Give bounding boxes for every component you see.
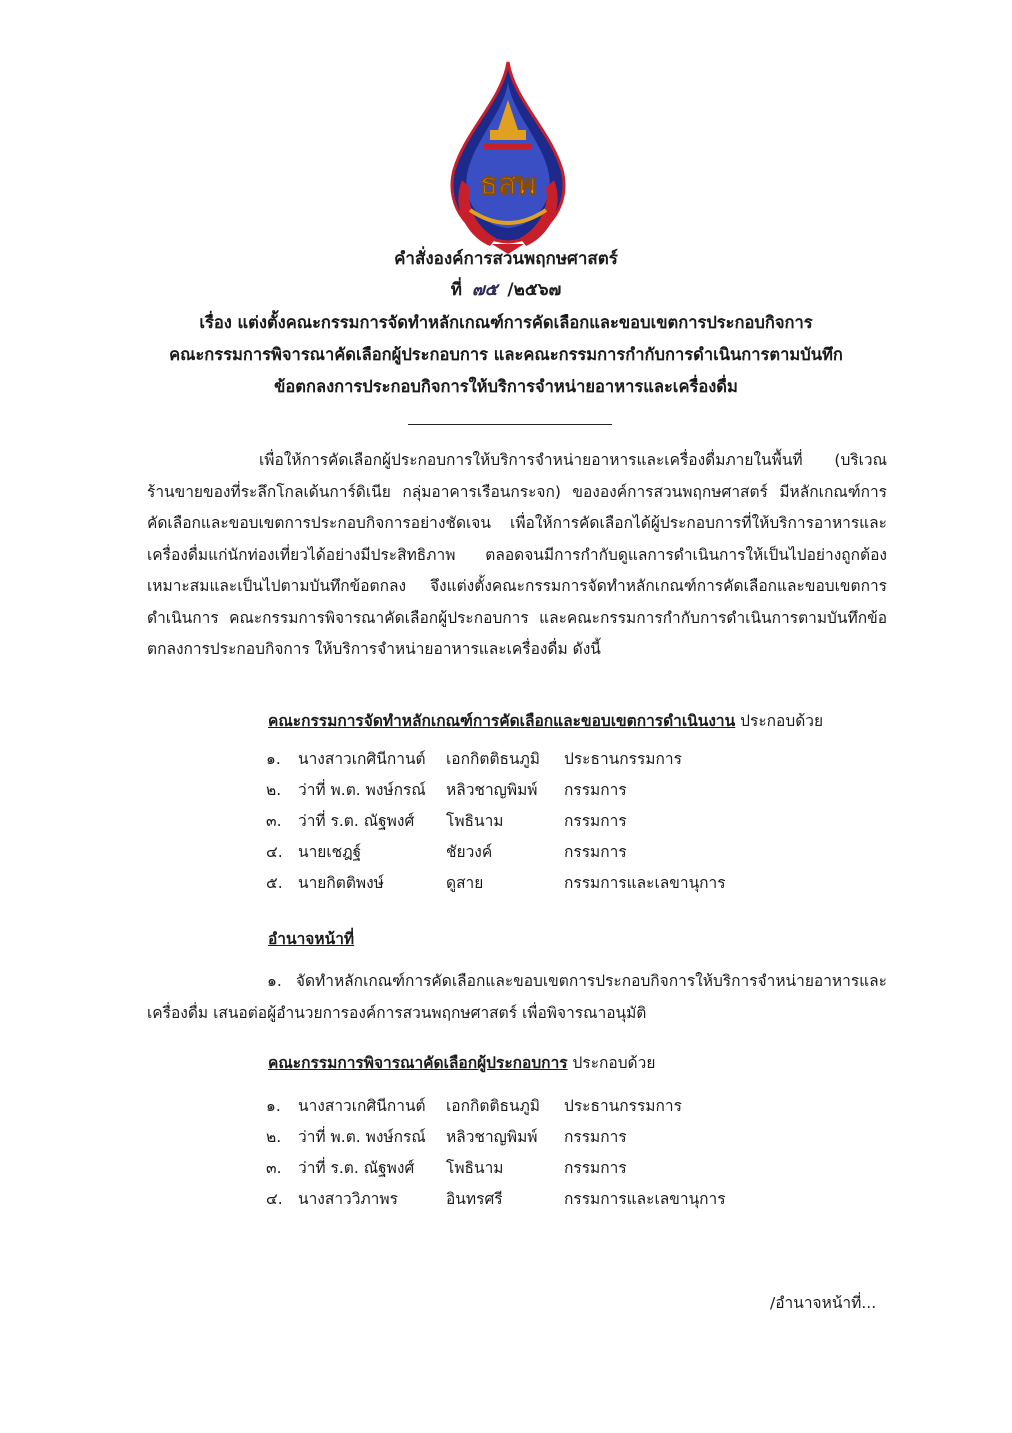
member-role: กรรมการ [564, 843, 627, 861]
subject-line-2: คณะกรรมการพิจารณาคัดเลือกผู้ประกอบการ และคณะกรรมการกำกับการดำเนินการตามบันทึก [169, 345, 843, 364]
duties-heading [268, 926, 354, 951]
committee1-heading [268, 708, 823, 733]
committee2-members [266, 1093, 866, 1217]
member-number: ๔. [266, 843, 283, 861]
member-surname: หลิวชาญพิมพ์ [446, 1128, 538, 1146]
member-surname: ชัยวงค์ [446, 843, 493, 861]
member-surname: หลิวชาญพิมพ์ [446, 781, 538, 799]
order-number-line [0, 276, 1012, 303]
committee1-title: คณะกรรมการจัดทำหลักเกณฑ์การคัดเลือกและขอบเขตการดำเนินงาน [268, 712, 736, 730]
document-title: คำสั่งองค์การสวนพฤกษศาสตร์ [394, 249, 618, 269]
member-surname: ดูสาย [446, 874, 484, 892]
member-role: กรรมการ [564, 781, 627, 799]
member-number: ๔. [266, 1190, 283, 1208]
member-surname: โพธินาม [446, 812, 504, 830]
member-name: ว่าที่ ร.ต. ณัฐพงศ์ [298, 812, 415, 830]
order-number: ๗๕ [471, 280, 498, 300]
committee2-title: คณะกรรมการพิจารณาคัดเลือกผู้ประกอบการ [268, 1054, 568, 1072]
committee2-suffix: ประกอบด้วย [572, 1054, 656, 1072]
member-row [266, 839, 866, 870]
member-name: ว่าที่ ร.ต. ณัฐพงศ์ [298, 1159, 415, 1177]
svg-text:ธสพ: ธสพ [479, 167, 537, 202]
member-row [266, 1124, 866, 1155]
member-name: นางสาวเกศินีกานต์ [298, 750, 426, 768]
member-name: ว่าที่ พ.ต. พงษ์กรณ์ [298, 781, 426, 799]
member-role: กรรมการและเลขานุการ [564, 1190, 726, 1208]
order-prefix: ที่ [450, 280, 462, 300]
member-number: ๓. [266, 1159, 282, 1177]
member-row [266, 808, 866, 839]
member-name: นายกิตติพงษ์ [298, 874, 384, 892]
member-role: กรรมการ [564, 1159, 627, 1177]
member-row [266, 1093, 866, 1124]
member-role: ประธานกรรมการ [564, 1097, 682, 1115]
committee2-heading [268, 1050, 655, 1075]
member-number: ๑. [266, 750, 281, 768]
member-number: ๒. [266, 781, 282, 799]
title-divider [408, 424, 612, 425]
member-name: นางสาวเกศินีกานต์ [298, 1097, 426, 1115]
member-row [266, 870, 866, 901]
member-row [266, 1155, 866, 1186]
member-surname: โพธินาม [446, 1159, 504, 1177]
member-name: นางสาววิภาพร [298, 1190, 398, 1208]
duties-title: อำนาจหน้าที่ [268, 930, 355, 948]
member-surname: เอกกิตติธนภูมิ [446, 1097, 540, 1115]
member-number: ๑. [266, 1097, 281, 1115]
member-row [266, 777, 866, 808]
member-role: กรรมการ [564, 1128, 627, 1146]
subject-line-1: เรื่อง แต่งตั้งคณะกรรมการจัดทำหลักเกณฑ์การคัดเลือกและขอบเขตการประกอบกิจการ [199, 313, 813, 332]
intro-paragraph: เพื่อให้การคัดเลือกผู้ประกอบการให้บริการจำหน่ายอาหารและเครื่องดื่มภายในพื้นที่ (บริเวณร้านขายของที่ระลึกโกลเด้นการ์ดิเนีย กลุ่มอาคารเรือนกระจก) ขององค์การสวนพฤกษศาสตร์ มีหลักเกณฑ์การคัดเลือกและขอบเขตการประกอบกิจการอย่างชัดเจน เพื่อให้การคัดเลือกได้ผู้ประกอบการที่ให้บริการอาหารและเครื่องดื่มแก่นักท่องเที่ยวได้อย่างมีประสิทธิภาพ ตลอดจนมีการกำกับดูแลการดำเนินการให้เป็นไปอย่างถูกต้องเหมาะสมและเป็นไปตามบันทึกข้อตกลง จึงแต่งตั้งคณะกรรมการจัดทำหลักเกณฑ์การคัดเลือกและขอบเขตการดำเนินการ คณะกรรมการพิจารณาคัดเลือกผู้ประกอบการ และคณะกรรมการกำกับการดำเนินการตามบันทึกข้อตกลงการประกอบกิจการ ให้บริการจำหน่ายอาหารและเครื่องดื่ม ดังนี้ [147, 451, 887, 658]
member-surname: เอกกิตติธนภูมิ [446, 750, 540, 768]
order-year: /๒๕๖๗ [507, 280, 562, 300]
member-surname: อินทรศรี [446, 1190, 503, 1208]
member-number: ๒. [266, 1128, 282, 1146]
member-role: กรรมการและเลขานุการ [564, 874, 726, 892]
botanical-garden-emblem-icon [440, 60, 576, 256]
member-number: ๕. [266, 874, 283, 892]
member-role: กรรมการ [564, 812, 627, 830]
member-number: ๓. [266, 812, 282, 830]
member-name: นายเชฎฐ์ [298, 843, 362, 861]
duty-paragraph: ๑. จัดทำหลักเกณฑ์การคัดเลือกและขอบเขตการประกอบกิจการให้บริการจำหน่ายอาหารและเครื่องดื่ม เสนอต่อผู้อำนวยการองค์การสวนพฤกษศาสตร์ เพื่อพิจารณาอนุมัติ [147, 972, 887, 1022]
member-row [266, 746, 866, 777]
member-row [266, 1186, 866, 1217]
member-role: ประธานกรรมการ [564, 750, 682, 768]
member-name: ว่าที่ พ.ต. พงษ์กรณ์ [298, 1128, 426, 1146]
committee1-members [266, 746, 866, 901]
page-continuation: /อำนาจหน้าที่... [770, 1294, 877, 1312]
subject-line-3: ข้อตกลงการประกอบกิจการให้บริการจำหน่ายอาหารและเครื่องดื่ม [274, 377, 738, 396]
committee1-suffix: ประกอบด้วย [740, 712, 824, 730]
